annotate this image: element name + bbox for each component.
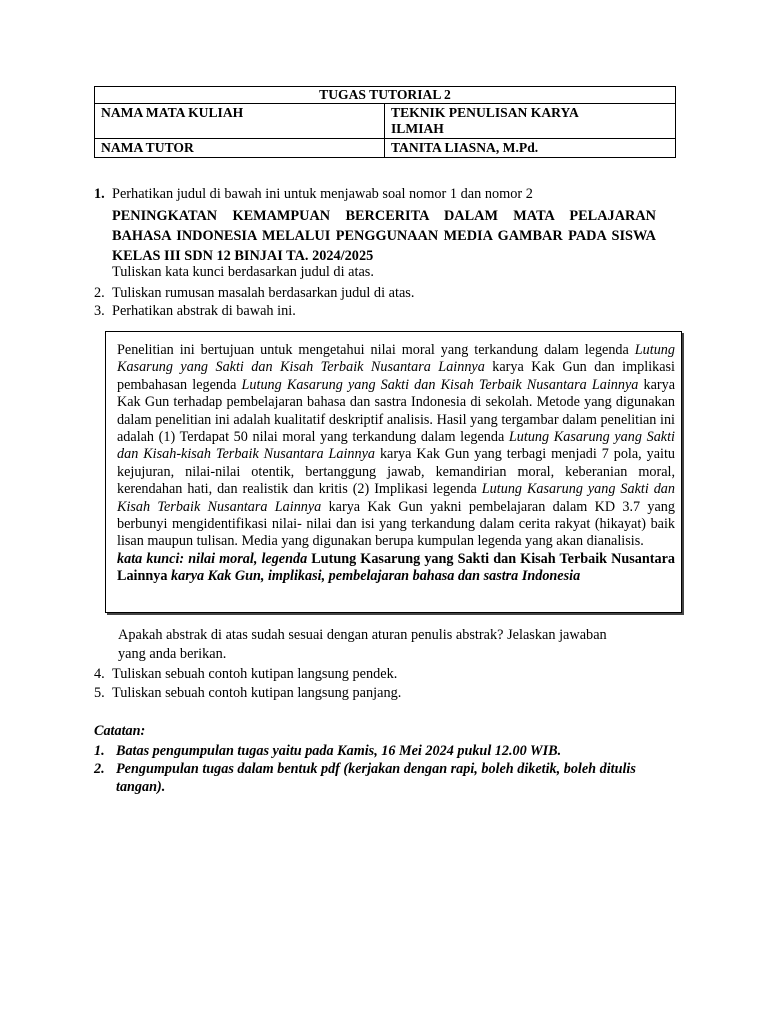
q2-text: Tuliskan rumusan masalah berdasarkan judul di atas. — [112, 285, 415, 301]
q3-question-line-1: Apakah abstrak di atas sudah sesuai dengan aturan penulis abstrak? Jelaskan jawaban — [118, 627, 607, 643]
list-item — [94, 742, 654, 760]
q5-number: 5. — [94, 685, 105, 701]
course-name-line-1: TEKNIK PENULISAN KARYA — [391, 105, 579, 120]
book-title-italic: Lutung Kasarung yang Sakti dan Kisah Terbaik Nusantara Lainnya — [117, 342, 675, 376]
q5-text: Tuliskan sebuah contoh kutipan langsung panjang. — [112, 685, 402, 701]
note-text: Pengumpulan tugas dalam bentuk pdf (kerjakan dengan rapi, boleh diketik, boleh ditulis tangan). — [116, 761, 636, 795]
table-row — [95, 104, 676, 139]
q2-number: 2. — [94, 285, 105, 301]
research-title: PENINGKATAN KEMAMPUAN BERCERITA DALAM MATA PELAJARAN BAHASA INDONESIA MELALUI PENGGUNAAN MEDIA GAMBAR PADA SISWA KELAS III SDN 12 BINJAI TA. 2024/2025 — [112, 208, 656, 264]
abstract-part: karya Kak Gun yakni pembelajaran dalam KD 3.7 yang berbunyi mengidentifikasi nilai- nilai dan isi yang terkandung dalam cerita rakyat (hikayat) baik lisan maupun tulisan. Media yang digunakan berupa kumpulan legenda yang akan dianalisis. — [117, 498, 675, 550]
tutor-name-label: NAMA TUTOR — [95, 139, 385, 158]
keywords-label: kata kunci: nilai moral, legenda — [117, 550, 312, 567]
abstract-part: Penelitian ini bertujuan untuk mengetahui nilai moral yang terkandung dalam legenda — [117, 342, 635, 358]
book-title-italic: Lutung Kasarung yang Sakti dan Kisah Terbaik Nusantara Lainnya — [241, 376, 639, 393]
notes-title: Catatan: — [94, 723, 146, 739]
assignment-header-table — [94, 86, 676, 158]
book-title-italic: Lutung Kasarung yang Sakti dan Kisah Terbaik Nusantara Lainnya — [117, 481, 675, 515]
q3-text: Perhatikan abstrak di bawah ini. — [112, 303, 296, 319]
q4-text: Tuliskan sebuah contoh kutipan langsung pendek. — [112, 666, 398, 682]
note-number: 1. — [94, 743, 105, 759]
q1-task: Tuliskan kata kunci berdasarkan judul di atas. — [112, 264, 374, 280]
q4-number: 4. — [94, 666, 105, 682]
keywords-book-title: Lutung Kasarung yang Sakti dan Kisah Terbaik Nusantara Lainnya — [117, 550, 675, 585]
q1-intro: Perhatikan judul di bawah ini untuk menjawab soal nomor 1 dan nomor 2 — [112, 186, 533, 202]
note-text: Batas pengumpulan tugas yaitu pada Kamis, 16 Mei 2024 pukul 12.00 WIB. — [116, 743, 562, 759]
q3-number: 3. — [94, 303, 105, 319]
assignment-title: TUGAS TUTORIAL 2 — [95, 87, 676, 104]
course-name-value — [385, 104, 676, 139]
keywords-rest: karya Kak Gun, implikasi, pembelajaran bahasa dan sastra Indonesia — [167, 568, 581, 585]
abstract-part: karya Kak Gun yang terbagi menjadi 7 pola, yaitu kejujuran, nilai-nilai otentik, bertanggung jawab, kemandirian moral, keberanian moral, kerendahan hati, dan realistik dan kritis (2) Implikasi legenda — [117, 446, 675, 498]
tutor-name-value: TANITA LIASNA, M.Pd. — [385, 139, 676, 158]
notes-section — [94, 722, 654, 796]
abstract-text — [117, 342, 675, 586]
abstract-part: karya Kak Gun terhadap pembelajaran bahasa dan sastra Indonesia di sekolah. Metode yang digunakan dalam penelitian ini adalah kualitatif deskriptif analisis. Hasil yang tergambar dalam penelitian ini adalah (1) Terdapat 50 nilai moral yang terkandung dalam legenda — [117, 376, 675, 446]
course-name-line-2: ILMIAH — [391, 121, 444, 136]
course-name-label: NAMA MATA KULIAH — [95, 104, 385, 139]
q1-number: 1. — [94, 186, 105, 202]
table-row — [95, 139, 676, 158]
q3-question-line-2: yang anda berikan. — [118, 646, 227, 662]
note-number: 2. — [94, 761, 105, 777]
abstract-part: karya Kak Gun dan implikasi pembahasan legenda — [117, 359, 675, 393]
list-item — [94, 760, 654, 796]
abstract-box — [105, 331, 682, 613]
book-title-italic: Lutung Kasarung yang Sakti dan Kisah-kisah Terbaik Nusantara Lainnya — [117, 429, 675, 463]
